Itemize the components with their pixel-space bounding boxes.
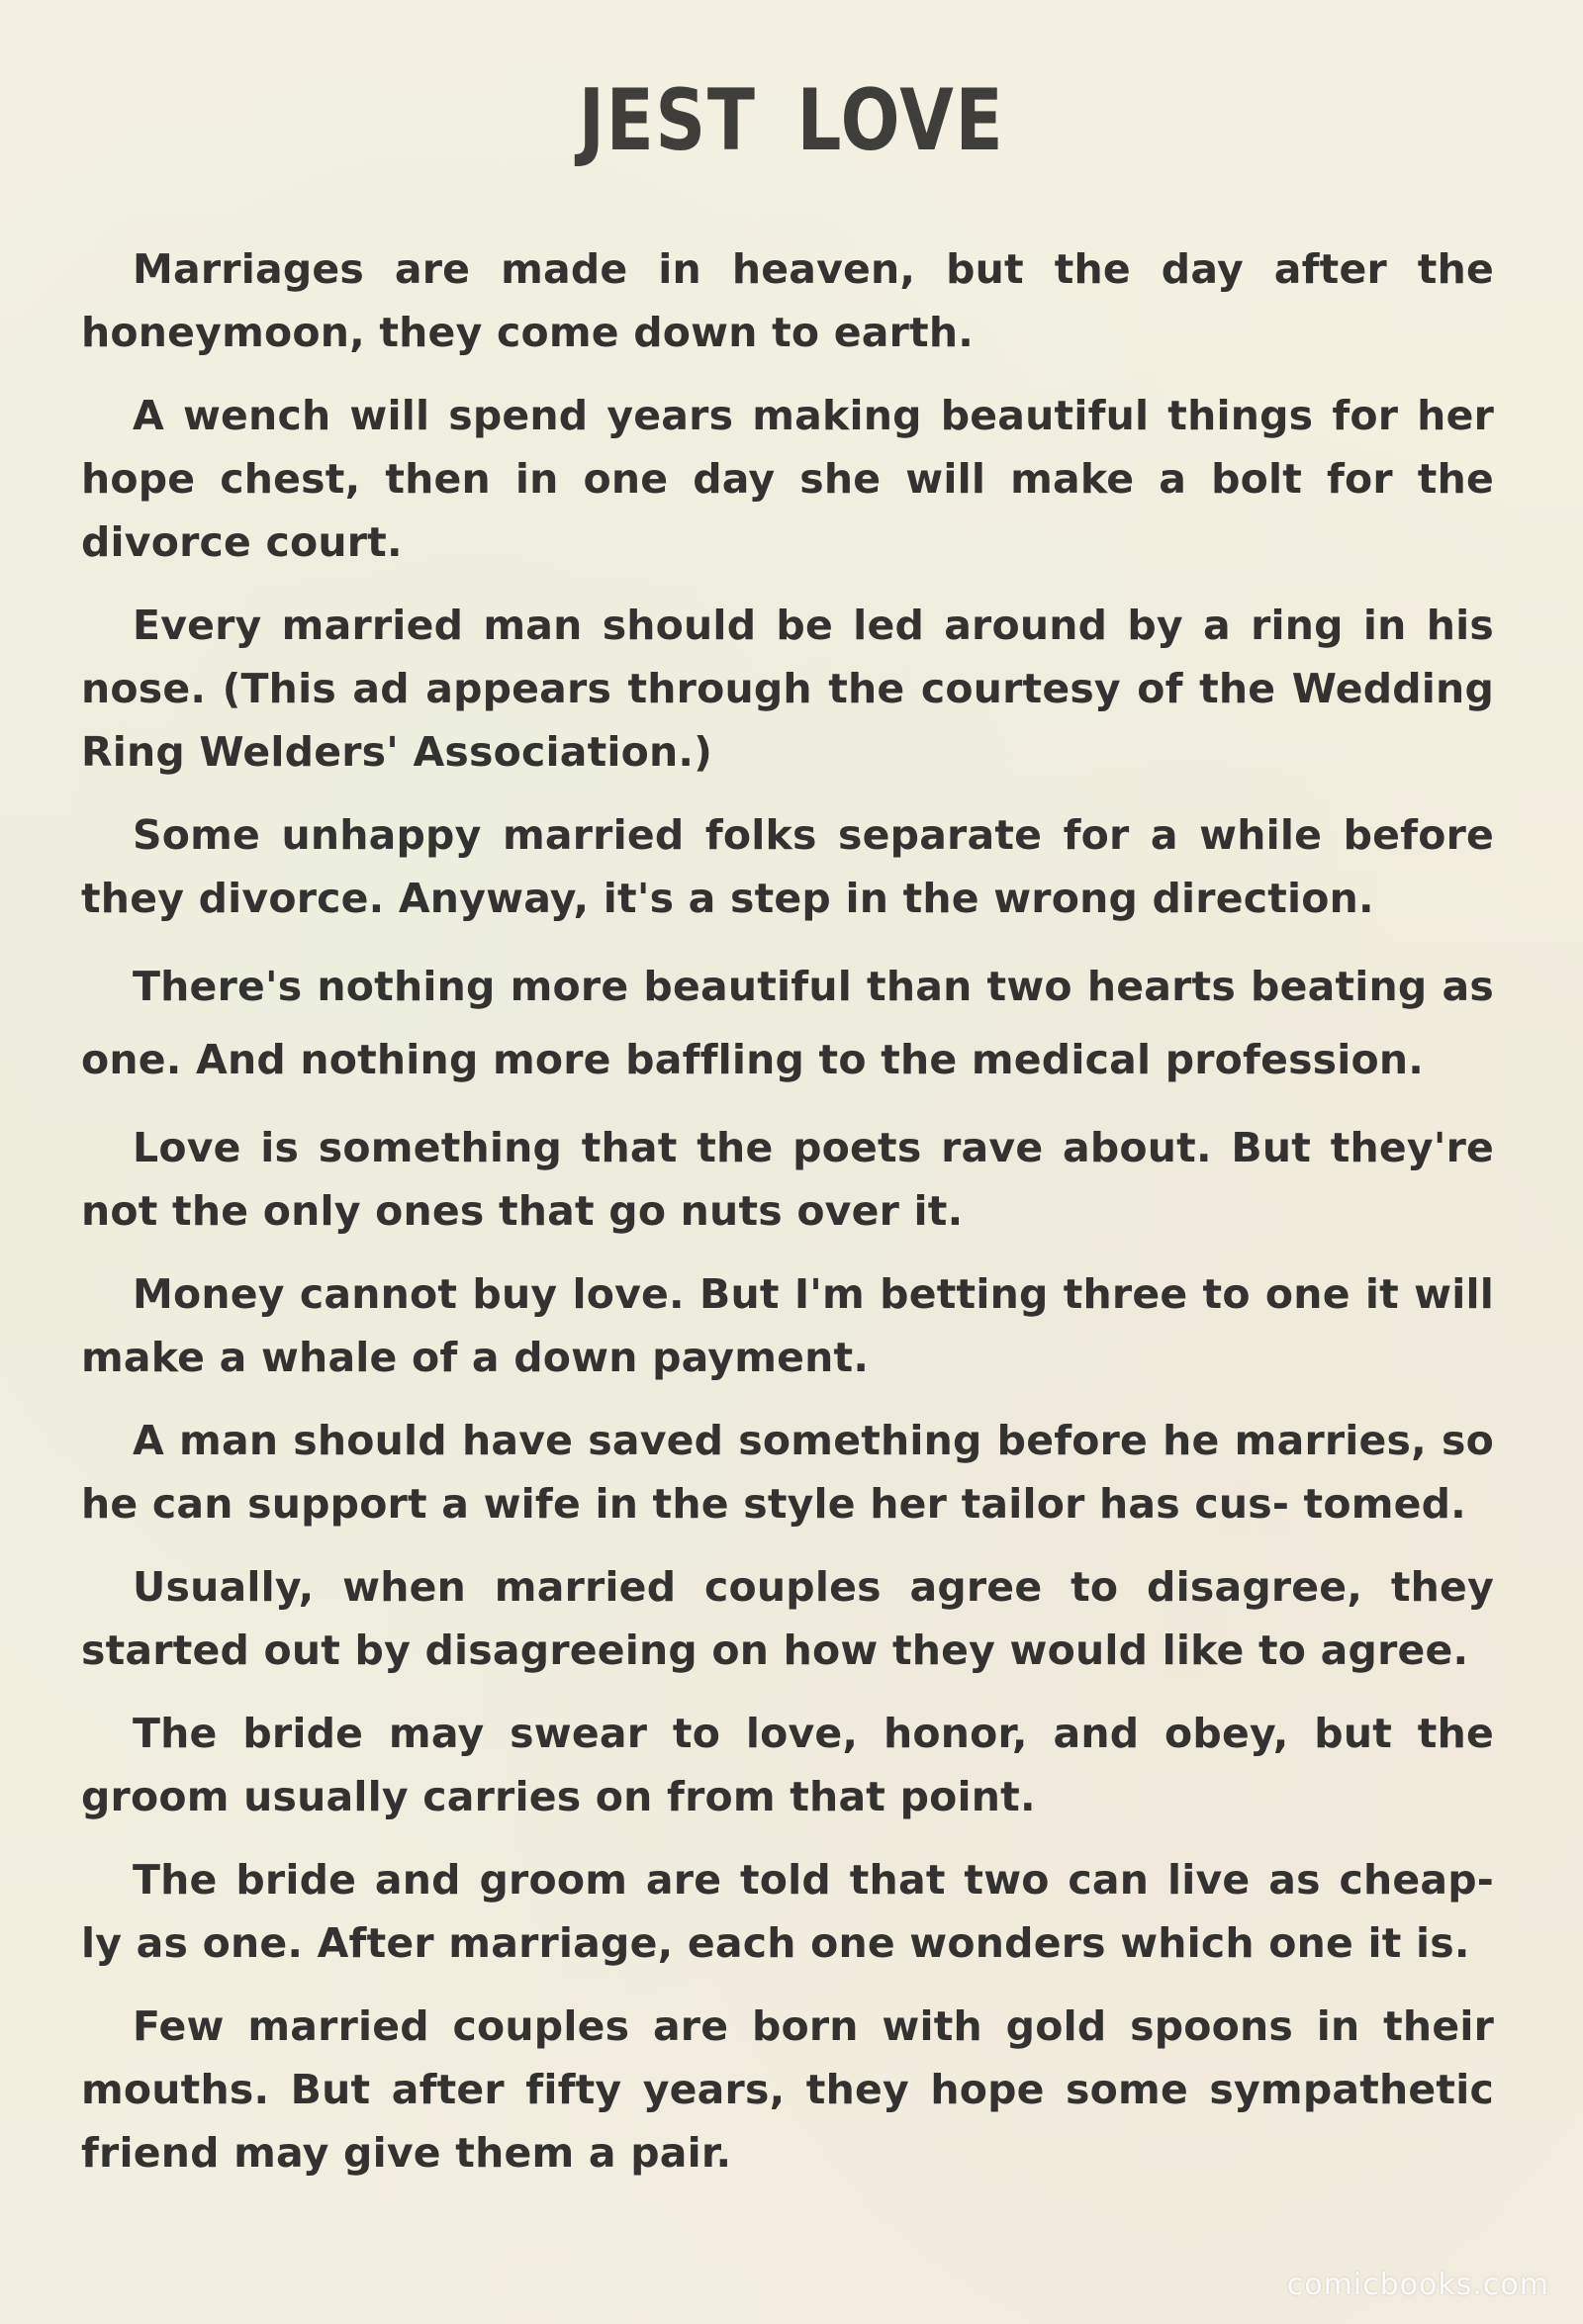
joke-paragraph: Money cannot buy love. But I'm betting three to one it will make a whale of a down payment. xyxy=(81,1270,1494,1381)
joke-paragraph: The bride and groom are told that two can live as cheap- ly as one. After marriage, each one wonders which one it is. xyxy=(81,1856,1494,1967)
joke-paragraph: A wench will spend years making beautiful things for her hope chest, then in one day she will make a bolt for the divorce court. xyxy=(81,392,1494,566)
jokes-list xyxy=(81,237,1494,2204)
joke-paragraph: Few married couples are born with gold spoons in their mouths. But after fifty years, they hope some sympathetic friend may give them a pair. xyxy=(81,2002,1494,2177)
joke-paragraph: There's nothing more beautiful than two hearts beating as one. And nothing more baffling to the medical profession. xyxy=(81,963,1494,1083)
page-title: JEST LOVE xyxy=(578,71,1005,170)
joke-paragraph: Love is something that the poets rave about. But they're not the only ones that go nuts over it. xyxy=(81,1124,1494,1235)
watermark: comicbooks.com xyxy=(1286,2268,1549,2302)
joke-paragraph: Usually, when married couples agree to disagree, they started out by disagreeing on how they would like to agree. xyxy=(81,1563,1494,1674)
joke-paragraph: A man should have saved something before he marries, so he can support a wife in the style her tailor has cus- tomed. xyxy=(81,1417,1494,1528)
joke-paragraph: Some unhappy married folks separate for a while before they divorce. Anyway, it's a step in the wrong direction. xyxy=(81,811,1494,922)
joke-paragraph: Every married man should be led around by a ring in his nose. (This ad appears through the courtesy of the Wedding Ring Welders' Association.) xyxy=(81,602,1494,776)
joke-paragraph: The bride may swear to love, honor, and obey, but the groom usually carries on from that point. xyxy=(81,1710,1494,1820)
joke-paragraph: Marriages are made in heaven, but the day after the honeymoon, they come down to earth. xyxy=(81,245,1494,356)
